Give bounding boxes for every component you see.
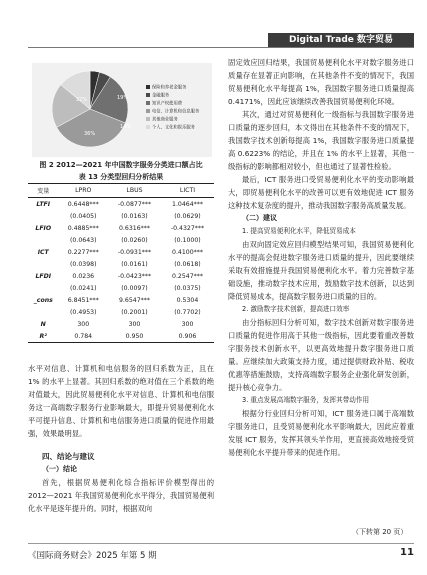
- right-paragraph-3: 最后，ICT 服务进口受贸易便利化水平的变动影响最大，即贸易便利化水平的改善可以更有效地促进 ICT 服务这种技术复杂度的提升，推动我国数字服务高质量发展。: [228, 175, 414, 210]
- right-paragraph-1: 固定效应回归结果，我国贸易便利化水平对数字服务进口质量存在显著正向影响，在其他条件不变的情况下，我国贸易便利化水平每提高 1%，我国数字服务进口质量提高 0.4171%，因此应该继续改善我国贸易便利化环境。: [228, 58, 414, 106]
- table-row: [28, 306, 214, 318]
- table-cell-variable: [28, 258, 59, 270]
- table-cell: (0.0375): [174, 284, 201, 292]
- pie-label: 14%: [120, 124, 132, 130]
- table-cell: 0.2547***: [172, 272, 203, 280]
- legend-label: 个人、文化和娱乐服务: [152, 125, 195, 131]
- table-cell: 6.8451***: [67, 296, 99, 304]
- table-cell: -0.4327***: [170, 224, 205, 232]
- table-cell: -0.0931***: [117, 248, 152, 256]
- legend-item: [146, 117, 178, 123]
- table-cell: (0.0260): [121, 236, 148, 244]
- figure-caption: 图 2 2012—2021 年中国数字服务分类进口额占比: [39, 161, 203, 169]
- legend-swatch: [146, 85, 150, 89]
- table-row: [28, 258, 214, 270]
- footer-divider: [28, 543, 414, 544]
- pie-label: 36%: [84, 131, 96, 137]
- table-caption: 表 13 分类型回归分析结果: [78, 173, 164, 181]
- legend-label: 其他商业服务: [152, 117, 178, 123]
- table-cell-variable: LTFI: [36, 200, 51, 208]
- left-paragraph-1: 水平对信息、计算机和电信服务的回归系数为正，且在 1% 的水平上显著。其回归系数的绝对值在三个系数的绝对值最大，因此贸易便利化水平对信息、计算机和电信服务这一高端数字服务行业影响最大，即提升贸易便利化水平可提升信息、计算机和电信服务进口质量的促进作用最强，效果最明显。: [28, 364, 214, 438]
- table-cell: 0.0236: [72, 272, 95, 280]
- recommendation-1-title: 1. 提高贸易便利化水平，降低贸易成本: [242, 227, 356, 235]
- table-cell-variable: N: [40, 320, 46, 328]
- table-cell: 0.6316***: [119, 224, 150, 232]
- table-cell: 0.950: [108, 330, 161, 343]
- legend-swatch: [146, 117, 150, 121]
- legend-swatch: [146, 109, 150, 113]
- table-cell: 300: [77, 320, 90, 328]
- table-cell: 1.0464***: [172, 200, 203, 208]
- legend-swatch: [146, 101, 150, 105]
- table-row: [28, 318, 214, 330]
- table-header-variable: 变量: [28, 184, 59, 198]
- table-row: [28, 270, 214, 282]
- pie-chart-figure: [32, 63, 212, 157]
- table-cell: 0.906: [161, 330, 214, 343]
- table-cell: (0.0161): [121, 260, 148, 268]
- table-header-licti: LICTI: [161, 184, 214, 198]
- regression-table: [28, 183, 214, 343]
- recommendation-2-text: 由分指标回归分析可知，数字技术创新对数字服务进口质量的促进作用高于其他一级指标，因此要着重改善数字服务技术创新水平，以更高效地提升数字服务进口质量。应继续加大政策支持力度，通过提供财政补贴、税收优惠等措施鼓励，支持高端数字服务企业强化研发创新，提升核心竞争力。: [228, 318, 414, 392]
- table-cell: 0.2277***: [67, 248, 99, 256]
- table-cell: 0.4885***: [67, 224, 99, 232]
- table-cell: (0.2001): [121, 308, 148, 316]
- continued-note: （下转第 20 页）: [352, 528, 408, 536]
- legend-item: [146, 93, 169, 99]
- table-row: [28, 330, 214, 343]
- table-row: [28, 246, 214, 258]
- table-cell: (0.0241): [70, 284, 97, 292]
- table-cell-variable: ICT: [37, 248, 49, 256]
- table-row: [28, 294, 214, 306]
- table-cell: 0.5304: [176, 296, 199, 304]
- recommendation-2-title: 2. 激励数字技术创新，提高进口效率: [242, 305, 350, 313]
- left-paragraph-2: 首先，根据贸易便利化综合指标评价模型得出的 2012—2021 年我国贸易便利化水平得分，我国贸易便利化水平是逐年提升的。同时，根据双向: [28, 478, 214, 513]
- right-paragraph-2: 其次，通过对贸易便利化一级指标与我国数字服务进口质量的逐步回归，本文得出在其他条件不变的情况下，我国数字技术创新每提高 1%，我国数字服务进口质量提高 0.6223% 的结论，并且在 1% 的水平上显著，其他一级指标的影响都相对较小，但也通过了显著性检验。: [228, 110, 414, 171]
- legend-item: [146, 101, 182, 107]
- subheading-conclusion: （一）结论: [42, 465, 77, 473]
- legend-label: 保险和养老金服务: [152, 85, 187, 91]
- table-cell: 300: [128, 320, 141, 328]
- table-cell: (0.4953): [70, 308, 97, 316]
- table-cell: 0.6448***: [67, 200, 99, 208]
- table-cell: (0.7702): [174, 308, 201, 316]
- table-cell-variable: _cons: [33, 296, 53, 304]
- table-row: [28, 222, 214, 234]
- table-cell: (0.1000): [174, 236, 201, 244]
- table-cell-variable: [28, 234, 59, 246]
- pie-label: 22%: [76, 97, 88, 103]
- recommendation-3-text: 根据分行业回归分析可知，ICT 服务进口属于高端数字服务进口，且受贸易便利化水平影响最大，因此应着重发展 ICT 服务，发挥其领头羊作用，更直接高效地接受贸易便利化水平提升带来的促进作用。: [228, 409, 414, 457]
- footer-journal: 《国际商务财会》2025 年第 5 期: [28, 551, 157, 561]
- table-cell: (0.0163): [121, 212, 148, 220]
- legend-swatch: [146, 125, 150, 129]
- journal-section-tag: Digital Trade 数字贸易: [268, 33, 414, 47]
- legend-item: [146, 125, 195, 131]
- legend-item: [146, 85, 186, 91]
- subheading-suggestions: （二）建议: [242, 214, 277, 222]
- table-cell-variable: LFIO: [35, 224, 52, 232]
- table-cell: 300: [181, 320, 194, 328]
- table-header-lpro: LPRO: [59, 184, 108, 198]
- table-cell: 9.6547***: [119, 296, 150, 304]
- table-cell-variable: [28, 306, 59, 318]
- recommendation-1-text: 由双向固定效应回归模型结果可知，我国贸易便利化水平的提高会促进数字服务进口质量的提升，因此要继续采取有效措施提升我国贸易便利化水平。着力完善数字基础设施，推动数字技术应用，鼓励数字技术创新，以达到降低贸易成本，提高数字服务进口质量的目的。: [228, 240, 414, 301]
- right-column: [228, 56, 414, 459]
- pie-label: 19%: [117, 95, 129, 101]
- legend-label: 金融服务: [152, 93, 170, 99]
- header-divider: [28, 47, 414, 48]
- table-cell-variable: [28, 210, 59, 222]
- table-row: [28, 198, 214, 211]
- table-cell: (0.0643): [70, 236, 97, 244]
- table-cell: 0.4100***: [172, 248, 203, 256]
- legend-label: 电信、计算机和信息服务: [152, 109, 200, 115]
- table-cell-variable: LFDI: [35, 272, 52, 280]
- section-heading-conclusions: 四、结论与建议: [42, 452, 95, 461]
- table-cell: -0.0877***: [117, 200, 152, 208]
- legend-item: [146, 109, 199, 115]
- table-cell: (0.0405): [70, 212, 97, 220]
- table-cell: (0.0398): [70, 260, 97, 268]
- table-cell: -0.0423***: [117, 272, 152, 280]
- table-cell: (0.0618): [174, 260, 201, 268]
- recommendation-3-title: 3. 重点发展高端数字服务，发挥其带动作用: [242, 396, 370, 404]
- table-header-lbus: LBUS: [108, 184, 161, 198]
- legend-swatch: [146, 93, 150, 97]
- table-cell: (0.0629): [174, 212, 201, 220]
- table-cell-variable: R²: [28, 330, 59, 343]
- table-row: [28, 282, 214, 294]
- table-cell: (0.0097): [121, 284, 148, 292]
- page-number: 11: [400, 547, 414, 558]
- table-row: [28, 234, 214, 246]
- table-cell: 0.784: [59, 330, 108, 343]
- legend-label: 知识产权使用费: [152, 101, 183, 107]
- table-row: [28, 210, 214, 222]
- left-column: [28, 362, 214, 515]
- table-cell-variable: [28, 282, 59, 294]
